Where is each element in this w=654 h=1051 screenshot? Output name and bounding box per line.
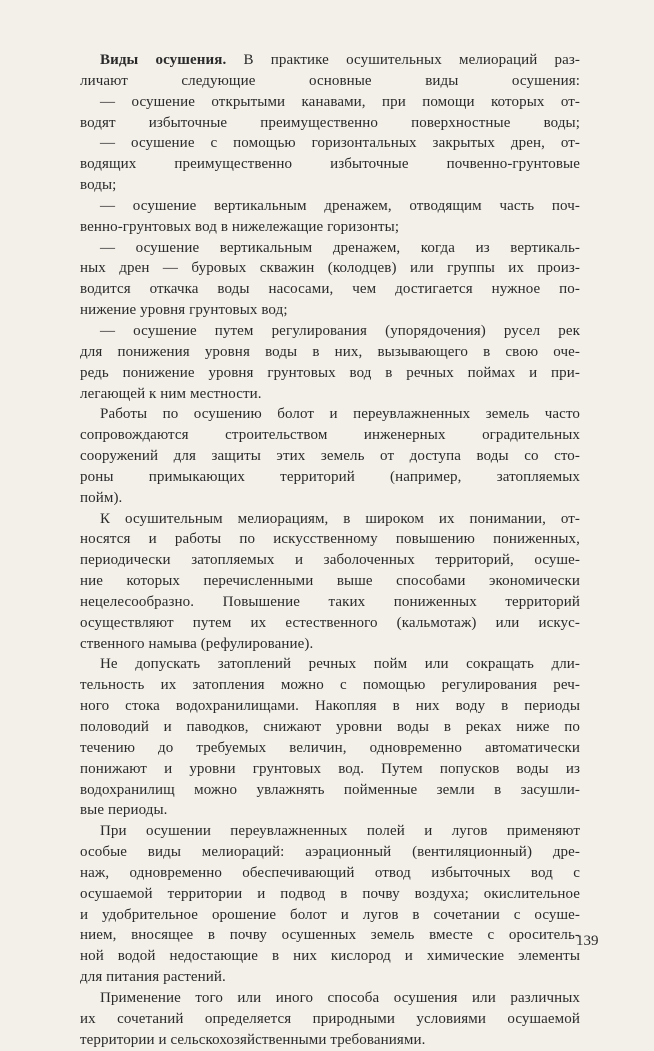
text-line: Применение того или иного способа осушения или различных	[100, 989, 580, 1006]
text-line: осуществляют путем их естественного (кальмотаж) или искус-	[80, 614, 580, 631]
text-line: сооружений для защиты этих земель от доступа воды со сто-	[80, 448, 580, 465]
text-line: ственного намыва (рефулирование).	[80, 635, 314, 652]
text-line: территории и сельскохозяйственными требованиями.	[80, 1031, 426, 1048]
text-line: — осушение открытыми канавами, при помощи которых от-	[100, 93, 580, 110]
text-line: понижают и уровни грунтовых вод. Путем попусков воды из	[80, 760, 580, 777]
text-line: водится откачка воды насосами, чем достигается нужное по-	[80, 281, 580, 298]
text-line: и удобрительное орошение болот и лугов в сочетании с осуше-	[80, 906, 580, 923]
text-line: половодий и паводков, снижают уровни воды в реках ниже по	[80, 719, 580, 735]
text-line: водящих преимущественно избыточные почвенно-грунтовые	[80, 156, 580, 173]
text-line: воды;	[80, 177, 117, 194]
text-line: венно-грунтовых вод в нижележащие горизонты;	[80, 218, 400, 235]
text-line: — осушение вертикальным дренажем, отводящим часть поч-	[100, 197, 580, 214]
text-line: вые периоды.	[80, 802, 168, 819]
page-text	[80, 50, 580, 1051]
text-line: нием, вносящее в почву осушенных земель вместе с ороситель-	[80, 927, 580, 944]
text-line: тельность их затопления можно с помощью регулирования реч-	[80, 677, 580, 694]
text-line: ние которых перечисленными выше способами экономически	[80, 573, 580, 590]
text-line: нецелесообразно. Повышение таких пониженных территорий	[80, 593, 580, 610]
text-line: водят избыточные преимущественно поверхностные воды;	[80, 114, 580, 131]
text-line: водохранилищ можно увлажнять пойменные земли в засушли-	[80, 781, 580, 798]
text-line: — осушение с помощью горизонтальных закрытых дрен, от-	[100, 135, 580, 152]
text-line: для понижения уровня воды в них, вызывающего в свою оче-	[80, 343, 580, 360]
text-line: наж, одновременно обеспечивающий отвод избыточных вод с	[80, 864, 580, 881]
text-line: Не допускать затоплений речных пойм или сокращать дли-	[100, 656, 580, 673]
text-line: ного стока водохранилищами. Накопляя в них воду в периоды	[80, 698, 580, 715]
text-line: носятся и работы по искусственному повышению пониженных,	[80, 531, 580, 548]
text-line: Работы по осушению болот и переувлажненных земель часто	[100, 406, 580, 423]
text-line: личают следующие основные виды осушения:	[80, 72, 580, 89]
text-line: При осушении переувлажненных полей и лугов применяют	[100, 823, 580, 840]
text-line: редь понижение уровня грунтовых вод в речных поймах и при-	[80, 364, 580, 381]
text-line: сопровождаются строительством инженерных оградительных	[80, 427, 580, 444]
text-line: течению до требуемых величин, одновременно автоматически	[80, 739, 580, 756]
text-line: нижение уровня грунтовых вод;	[80, 302, 288, 319]
text-line: роны примыкающих территорий (например, затопляемых	[80, 468, 580, 485]
text-line: легающей к ним местности.	[80, 385, 262, 402]
text-line: — осушение путем регулирования (упорядочения) русел рек	[100, 322, 580, 339]
text-line: особые виды мелиораций: аэрационный (вентиляционный) дре-	[80, 844, 580, 861]
text-line: пойм).	[80, 489, 123, 506]
text-line: их сочетаний определяется природными условиями осушаемой	[80, 1010, 580, 1027]
text-line: периодически затопляемых и заболоченных территорий, осуше-	[80, 552, 580, 569]
section-heading: Виды осушения.	[100, 52, 227, 68]
page-number: 139	[576, 933, 599, 949]
text-line: для питания растений.	[80, 969, 226, 986]
text-line: осушаемой территории и подвод в почву воздуха; окислительное	[80, 885, 580, 902]
text-line: — осушение вертикальным дренажем, когда из вертикаль-	[100, 239, 580, 256]
text-line: Виды осушения. В практике осушительных мелиораций раз-	[100, 52, 580, 68]
text-line: К осушительным мелиорациям, в широком их понимании, от-	[100, 510, 580, 527]
text-line: ной водой недостающие в них кислород и химические элементы	[80, 948, 580, 965]
text-line: ных дрен — буровых скважин (колодцев) или группы их произ-	[80, 260, 580, 277]
